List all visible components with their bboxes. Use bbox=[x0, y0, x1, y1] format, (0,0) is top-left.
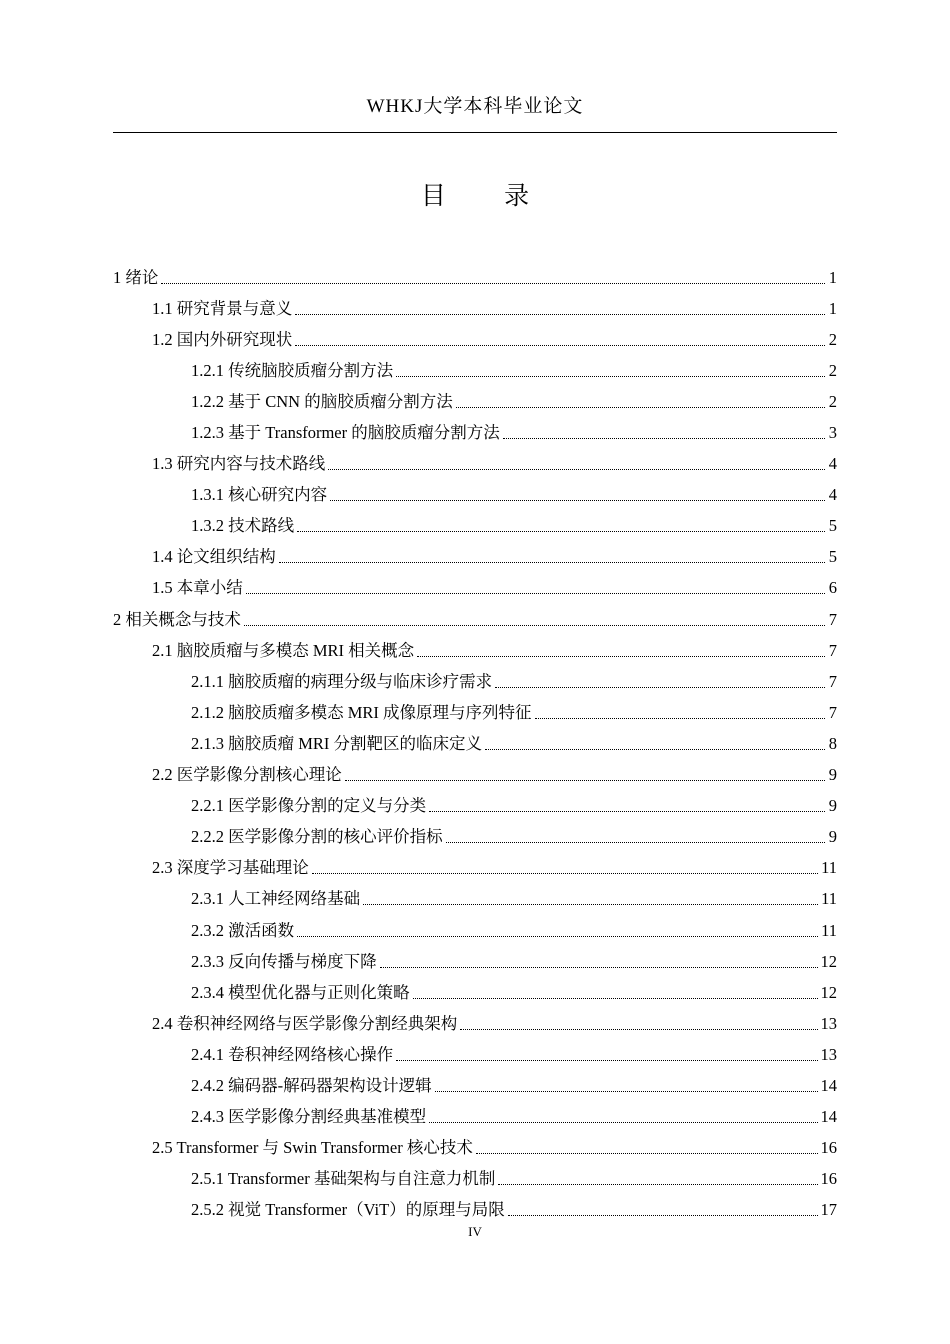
toc-entry-label: 1.2.2 基于 CNN 的脑胶质瘤分割方法 bbox=[191, 391, 453, 411]
toc-entry[interactable] bbox=[113, 791, 837, 822]
toc-dot-leader bbox=[245, 577, 828, 599]
toc-entry-label: 2.2.2 医学影像分割的核心评价指标 bbox=[191, 827, 443, 847]
toc-entry[interactable] bbox=[113, 1008, 837, 1039]
toc-entry-page: 14 bbox=[820, 1107, 837, 1127]
toc-dot-leader bbox=[395, 360, 828, 382]
toc-entry-page: 7 bbox=[828, 609, 837, 629]
toc-dot-leader bbox=[534, 702, 828, 724]
toc-dot-leader bbox=[243, 609, 828, 631]
toc-entry[interactable] bbox=[113, 1195, 837, 1226]
toc-entry-label: 2.1 脑胶质瘤与多模态 MRI 相关概念 bbox=[152, 640, 415, 660]
toc-entry-page: 1 bbox=[828, 298, 837, 318]
toc-entry-label: 2.2 医学影像分割核心理论 bbox=[152, 765, 342, 785]
running-header: WHKJ大学本科毕业论文 bbox=[366, 96, 584, 117]
toc-dot-leader bbox=[455, 391, 828, 413]
toc-entry[interactable] bbox=[113, 542, 837, 573]
toc-entry[interactable] bbox=[113, 1039, 837, 1070]
toc-entry-label: 1.4 论文组织结构 bbox=[152, 547, 276, 567]
toc-dot-leader bbox=[296, 920, 821, 942]
toc-entry-label: 2.1.3 脑胶质瘤 MRI 分割靶区的临床定义 bbox=[191, 733, 483, 753]
toc-entry[interactable] bbox=[113, 293, 837, 324]
toc-entry[interactable] bbox=[113, 1070, 837, 1101]
toc-entry-page: 13 bbox=[820, 1013, 837, 1033]
toc-entry-label: 2.3.2 激活函数 bbox=[191, 920, 295, 940]
toc-entry[interactable] bbox=[113, 1133, 837, 1164]
toc-entry-label: 2.1.1 脑胶质瘤的病理分级与临床诊疗需求 bbox=[191, 671, 493, 691]
toc-entry-label: 2.3 深度学习基础理论 bbox=[152, 858, 309, 878]
toc-entry-label: 2.4.2 编码器-解码器架构设计逻辑 bbox=[191, 1075, 432, 1095]
toc-dot-leader bbox=[484, 733, 828, 755]
toc-entry-page: 6 bbox=[828, 578, 837, 598]
toc-entry-page: 4 bbox=[828, 485, 837, 505]
toc-entry-label: 2 相关概念与技术 bbox=[113, 609, 241, 629]
toc-entry[interactable] bbox=[113, 853, 837, 884]
toc-entry[interactable] bbox=[113, 604, 837, 635]
toc-entry-page: 1 bbox=[828, 267, 837, 287]
toc-entry-label: 2.3.4 模型优化器与正则化策略 bbox=[191, 982, 410, 1002]
toc-entry-page: 12 bbox=[820, 951, 837, 971]
toc-entry[interactable] bbox=[113, 324, 837, 355]
toc-dot-leader bbox=[502, 422, 828, 444]
toc-entry[interactable] bbox=[113, 822, 837, 853]
toc-entry[interactable] bbox=[113, 915, 837, 946]
toc-entry-page: 16 bbox=[820, 1138, 837, 1158]
toc-entry-label: 2.4.3 医学影像分割经典基准模型 bbox=[191, 1107, 427, 1127]
toc-dot-leader bbox=[329, 484, 828, 506]
toc-dot-leader bbox=[416, 640, 828, 662]
toc-dot-leader bbox=[362, 888, 821, 910]
toc-entry-label: 1.2.1 传统脑胶质瘤分割方法 bbox=[191, 360, 394, 380]
toc-entry-page: 2 bbox=[828, 329, 837, 349]
toc-entry[interactable] bbox=[113, 511, 837, 542]
toc-dot-leader bbox=[395, 1044, 820, 1066]
toc-entry-label: 1.2 国内外研究现状 bbox=[152, 329, 293, 349]
toc-dot-leader bbox=[379, 951, 821, 973]
toc-dot-leader bbox=[294, 329, 828, 351]
toc-dot-leader bbox=[434, 1075, 821, 1097]
toc-entry-label: 1.3.2 技术路线 bbox=[191, 516, 295, 536]
toc-entry[interactable] bbox=[113, 666, 837, 697]
toc-entry[interactable] bbox=[113, 728, 837, 759]
toc-dot-leader bbox=[507, 1199, 821, 1221]
toc-entry-page: 11 bbox=[821, 920, 837, 940]
toc-entry-page: 16 bbox=[820, 1169, 837, 1189]
toc-entry-label: 2.4 卷积神经网络与医学影像分割经典架构 bbox=[152, 1013, 458, 1033]
toc-dot-leader bbox=[294, 298, 828, 320]
toc-dot-leader bbox=[445, 826, 828, 848]
toc-entry[interactable] bbox=[113, 480, 837, 511]
toc-entry[interactable] bbox=[113, 760, 837, 791]
toc-entry[interactable] bbox=[113, 697, 837, 728]
toc-dot-leader bbox=[160, 267, 828, 289]
toc-entry[interactable] bbox=[113, 946, 837, 977]
toc-entry-page: 12 bbox=[820, 982, 837, 1002]
toc-entry-label: 2.5.2 视觉 Transformer（ViT）的原理与局限 bbox=[191, 1200, 505, 1220]
toc-entry[interactable] bbox=[113, 573, 837, 604]
toc-dot-leader bbox=[428, 1106, 820, 1128]
toc-entry-page: 11 bbox=[821, 889, 837, 909]
header-divider bbox=[113, 132, 837, 133]
toc-entry-page: 2 bbox=[828, 360, 837, 380]
toc-entry[interactable] bbox=[113, 1102, 837, 1133]
toc-entry-page: 7 bbox=[828, 671, 837, 691]
toc-dot-leader bbox=[459, 1013, 820, 1035]
toc-entry[interactable] bbox=[113, 262, 837, 293]
toc-entry-page: 7 bbox=[828, 702, 837, 722]
table-of-contents bbox=[113, 262, 837, 1226]
toc-entry-label: 1.3 研究内容与技术路线 bbox=[152, 454, 326, 474]
toc-entry-label: 2.5.1 Transformer 基础架构与自注意力机制 bbox=[191, 1169, 496, 1189]
toc-entry[interactable] bbox=[113, 635, 837, 666]
toc-entry[interactable] bbox=[113, 386, 837, 417]
toc-entry-page: 3 bbox=[828, 423, 837, 443]
toc-entry-label: 1 绪论 bbox=[113, 267, 159, 287]
toc-entry-label: 2.4.1 卷积神经网络核心操作 bbox=[191, 1044, 394, 1064]
toc-entry-label: 1.5 本章小结 bbox=[152, 578, 243, 598]
toc-title: 目 录 bbox=[420, 183, 556, 210]
toc-entry-page: 5 bbox=[828, 516, 837, 536]
toc-entry-page: 8 bbox=[828, 733, 837, 753]
toc-dot-leader bbox=[311, 857, 821, 879]
toc-entry-label: 1.2.3 基于 Transformer 的脑胶质瘤分割方法 bbox=[191, 423, 500, 443]
toc-entry-page: 9 bbox=[828, 827, 837, 847]
toc-entry[interactable] bbox=[113, 884, 837, 915]
toc-entry-label: 2.2.1 医学影像分割的定义与分类 bbox=[191, 796, 427, 816]
toc-entry[interactable] bbox=[113, 977, 837, 1008]
toc-entry[interactable] bbox=[113, 449, 837, 480]
toc-entry-page: 13 bbox=[820, 1044, 837, 1064]
toc-entry-page: 9 bbox=[828, 796, 837, 816]
toc-entry-page: 14 bbox=[820, 1075, 837, 1095]
toc-dot-leader bbox=[494, 671, 828, 693]
toc-dot-leader bbox=[278, 546, 828, 568]
toc-dot-leader bbox=[475, 1137, 821, 1159]
toc-entry-page: 7 bbox=[828, 640, 837, 660]
toc-entry-label: 2.3.3 反向传播与梯度下降 bbox=[191, 951, 377, 971]
toc-entry-page: 4 bbox=[828, 454, 837, 474]
toc-entry[interactable] bbox=[113, 417, 837, 448]
toc-entry-label: 2.1.2 脑胶质瘤多模态 MRI 成像原理与序列特征 bbox=[191, 702, 532, 722]
toc-dot-leader bbox=[412, 982, 821, 1004]
toc-entry-label: 2.3.1 人工神经网络基础 bbox=[191, 889, 361, 909]
page-number: IV bbox=[468, 1224, 482, 1239]
toc-entry-label: 1.1 研究背景与意义 bbox=[152, 298, 293, 318]
toc-dot-leader bbox=[344, 764, 828, 786]
toc-dot-leader bbox=[296, 515, 828, 537]
toc-entry[interactable] bbox=[113, 355, 837, 386]
toc-entry[interactable] bbox=[113, 1164, 837, 1195]
toc-entry-page: 2 bbox=[828, 391, 837, 411]
toc-entry-page: 9 bbox=[828, 765, 837, 785]
toc-entry-page: 17 bbox=[820, 1200, 837, 1220]
toc-entry-label: 2.5 Transformer 与 Swin Transformer 核心技术 bbox=[152, 1138, 473, 1158]
toc-dot-leader bbox=[497, 1168, 820, 1190]
toc-entry-page: 5 bbox=[828, 547, 837, 567]
toc-dot-leader bbox=[428, 795, 828, 817]
toc-dot-leader bbox=[327, 453, 828, 475]
toc-entry-label: 1.3.1 核心研究内容 bbox=[191, 485, 328, 505]
toc-entry-page: 11 bbox=[821, 858, 837, 878]
